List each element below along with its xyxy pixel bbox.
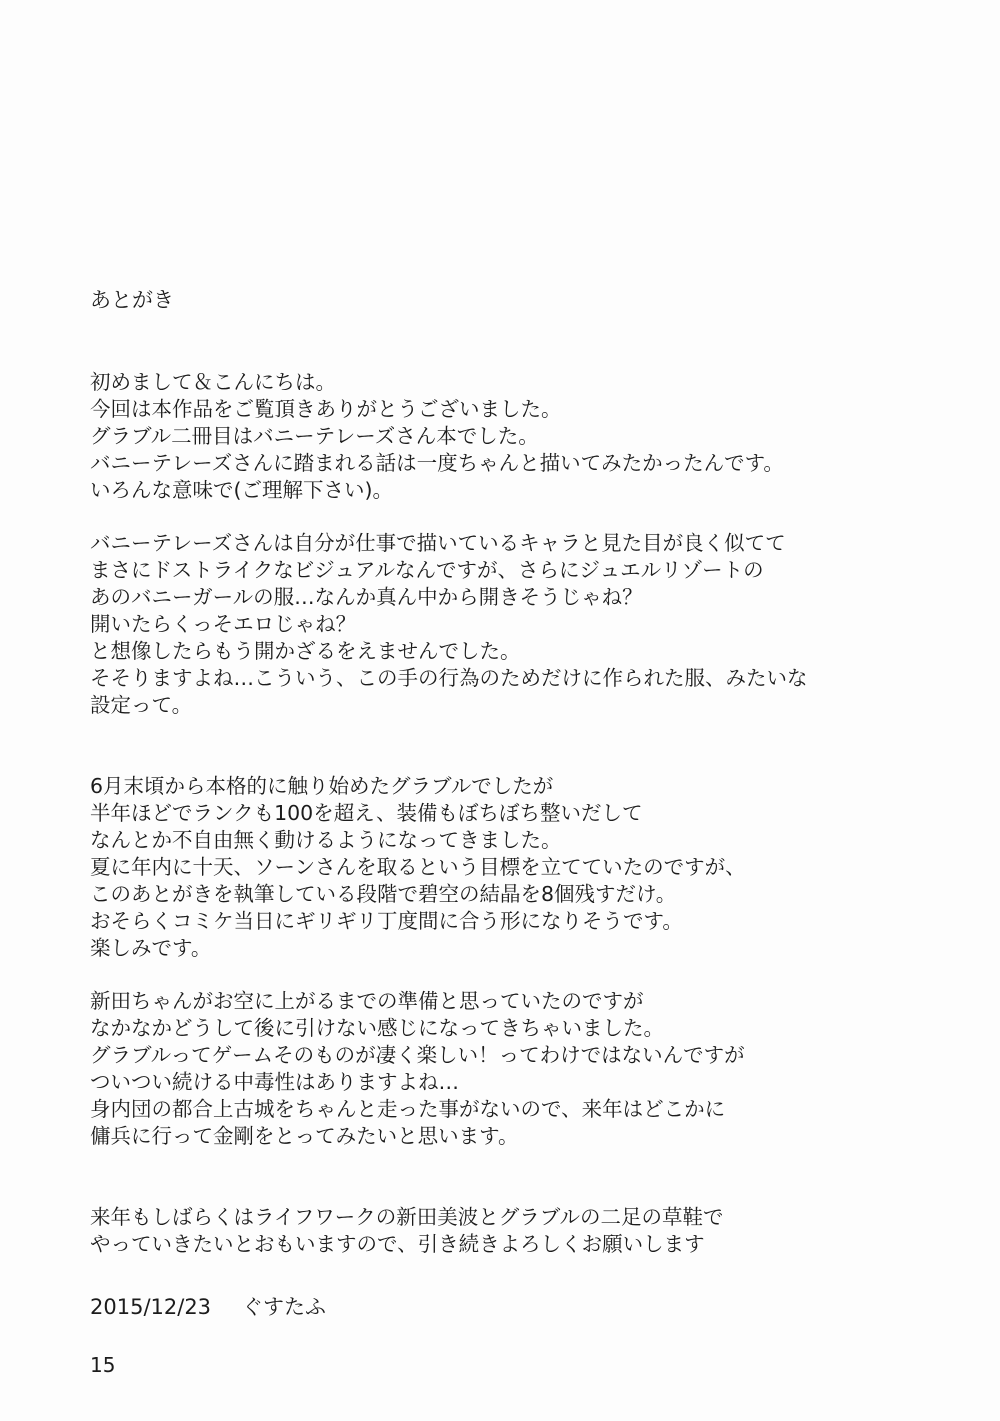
page-number: 15	[90, 1353, 116, 1377]
text-line: あのバニーガールの服…なんか真ん中から開きそうじゃね？	[90, 585, 643, 609]
paragraph-costume	[90, 530, 910, 719]
text-line: 来年もしばらくはライフワークの新田美波とグラブルの二足の草鞋で	[90, 1205, 724, 1229]
text-line: 初めまして＆こんにちは。	[90, 370, 336, 394]
text-line: 半年ほどでランクも100を超え、装備もぼちぼち整いだして	[90, 801, 643, 825]
text-line: バニーテレーズさんに踏まれる話は一度ちゃんと描いてみたかったんです。	[90, 451, 784, 475]
text-line: いろんな意味で(ご理解下さい)。	[90, 478, 393, 502]
text-line: やっていきたいとおもいますので、引き続きよろしくお願いします	[90, 1232, 705, 1256]
text-line: まさにドストライクなビジュアルなんですが、さらにジュエルリゾートの	[90, 558, 764, 582]
paragraph-greeting	[90, 369, 910, 504]
text-line: なかなかどうして後に引けない感じになってきちゃいました。	[90, 1016, 664, 1040]
text-line: バニーテレーズさんは自分が仕事で描いているキャラと見た目が良く似てて	[90, 531, 786, 555]
signature-author: ぐすたふ	[242, 1295, 326, 1319]
signature	[90, 1294, 326, 1321]
text-line: おそらくコミケ当日にギリギリ丁度間に合う形になりそうです。	[90, 909, 683, 933]
text-line: 新田ちゃんがお空に上がるまでの準備と思っていたのですが	[90, 989, 644, 1013]
text-line: 傭兵に行って金剛をとってみたいと思います。	[90, 1124, 519, 1148]
text-line: グラブル二冊目はバニーテレーズさん本でした。	[90, 424, 539, 448]
text-line: そそりますよね…こういう、この手の行為のためだけに作られた服、みたいな	[90, 666, 808, 690]
text-line: なんとか不自由無く動けるようになってきました。	[90, 828, 562, 852]
text-line: グラブルってゲームそのものが凄く楽しい！ってわけではないんですが	[90, 1043, 745, 1067]
text-line: このあとがきを執筆している段階で碧空の結晶を8個残すだけ。	[90, 882, 677, 906]
text-line: 開いたらくっそエロじゃね？	[90, 612, 357, 636]
text-line: 夏に年内に十天、ソーンさんを取るという目標を立てていたのですが、	[90, 855, 746, 879]
text-line: ついつい続ける中毒性はありますよね…	[90, 1070, 459, 1094]
text-line: 今回は本作品をご覧頂きありがとうございました。	[90, 397, 562, 421]
text-line: と想像したらもう開かざるをえませんでした。	[90, 639, 521, 663]
paragraph-game-progress	[90, 773, 910, 962]
paragraph-next-year-goal	[90, 1096, 910, 1150]
text-line: 身内団の都合上古城をちゃんと走った事がないので、来年はどこかに	[90, 1097, 726, 1121]
text-line: 設定って。	[90, 693, 193, 717]
paragraph-addiction	[90, 988, 910, 1096]
afterword-heading: あとがき	[90, 288, 174, 312]
paragraph-closing	[90, 1204, 910, 1258]
signature-date: 2015/12/23	[90, 1295, 212, 1319]
text-line: 6月末頃から本格的に触り始めたグラブルでしたが	[90, 774, 554, 798]
text-line: 楽しみです。	[90, 936, 212, 960]
